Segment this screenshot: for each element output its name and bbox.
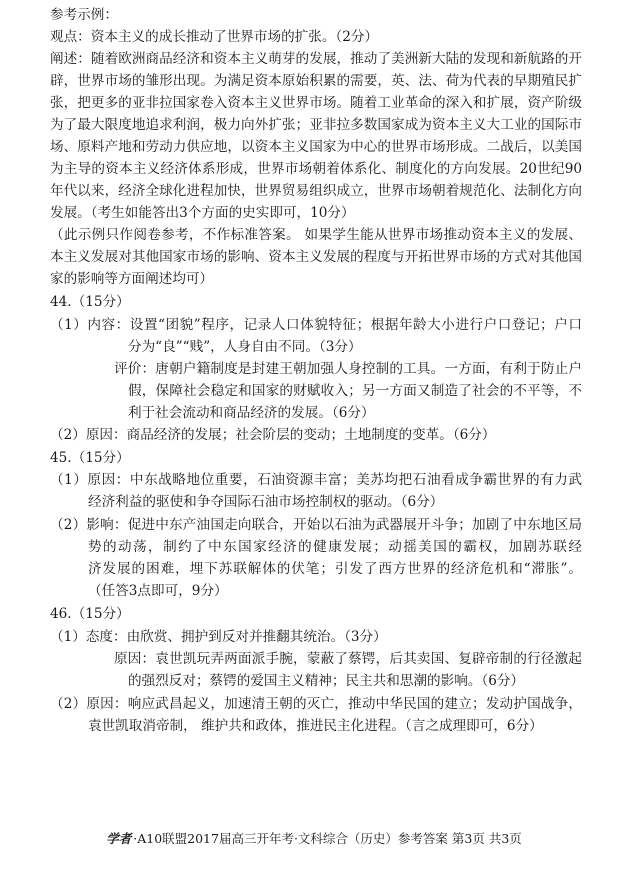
text-line: 阐述：随着欧洲商品经济和资本主义萌芽的发展，推动了美洲新大陆的发现和新航路的开 [50,51,582,67]
text-line: 原因：袁世凯玩弄两面派手腕，蒙蔽了蔡锷，后其卖国、复辟帝制的行径激起 [114,651,582,667]
text-line: 的强烈反对；蔡锷的爱国主义精神；民主共和思潮的影响。（6分） [128,673,525,689]
text-line: （1）内容：设置“团貌”程序，记录人口体貌特征；根据年龄大小进行户口登记；户口 [50,317,582,333]
text-line: （2）影响：促进中东产油国走向联合，开始以石油为武器展开斗争；加剧了中东地区局 [50,517,582,533]
text-line: 本主义发展对其他国家市场的影响、资本主义发展的程度与开拓世界市场的方式对其他国 [50,249,582,265]
text-line: （1）原因：中东战略地位重要，石油资源丰富；美苏均把石油看成争霸世界的有力武 [50,472,582,488]
text-line: 46.（15分） [50,606,130,622]
text-line: 家的影响等方面阐述均可） [50,271,214,287]
text-line: 分为“良”“贱”，人身自由不同。（3分） [128,339,362,355]
text-line: 参考示例： [50,7,118,23]
page-footer [0,830,628,848]
footer-text: ·A10联盟2017届高三开年考·文科综合（历史）参考答案 第3页 共3页 [133,831,522,846]
text-line: 张，把更多的亚非拉国家卷入资本主义世界市场。随着工业革命的深入和扩展，资产阶级 [50,95,582,111]
text-line: 观点：资本主义的成长推动了世界市场的扩张。（2分） [50,29,379,45]
text-line: 发展。（考生如能答出3个方面的史实即可，10分） [50,205,355,221]
text-line: 场、原料产地和劳动力供应地，以资本主义国家为中心的世界市场形成。二战后，以美国 [50,139,582,155]
text-line: 44.（15分） [50,294,130,310]
text-line: （2）原因：商品经济的发展；社会阶层的变动；土地制度的变革。（6分） [50,427,496,443]
text-line: 年代以来，经济全球化进程加快，世界贸易组织成立，世界市场朝着规范化、法制化方向 [50,183,582,199]
text-line: 假，保障社会稳定和国家的财赋收入；另一方面又制造了社会的不平等，不 [128,383,582,399]
text-line: 济发展的困难，埋下苏联解体的伏笔；引发了西方世界的经济危机和“滞胀”。 [88,561,582,577]
text-line: 为了最大限度地追求利润，极力向外扩张；亚非拉多数国家成为资本主义大工业的国际市 [50,117,582,133]
text-line: （任答3点即可，9分） [88,583,228,599]
text-line: 袁世凯取消帝制， 维护共和政体，推进民主化进程。（言之成理即可，6分） [88,718,543,734]
text-line: 利于社会流动和商品经济的发展。（6分） [128,405,375,421]
text-line: （2）原因：响应武昌起义，加速清王朝的灭亡，推动中华民国的建立；发动护国战争， [50,696,582,712]
text-line: 辟，世界市场的雏形出现。为满足资本原始积累的需要，英、法、荷为代表的早期殖民扩 [50,73,582,89]
text-line: （1）态度：由欣赏、拥护到反对并推翻其统治。（3分） [50,629,387,645]
text-line: 45.（15分） [50,450,130,466]
publisher-logo: 学者 [106,831,132,846]
text-line: （此示例只作阅卷参考，不作标准答案。 如果学生能从世界市场推动资本主义的发展、 [50,227,582,243]
text-line: 为主导的资本主义经济体系形成，世界市场朝着体系化、制度化的方向发展。20世纪90 [50,161,582,177]
text-line: 经济利益的驱使和争夺国际石油市场控制权的驱动。（6分） [88,494,444,510]
text-line: 评价：唐朝户籍制度是封建王朝加强人身控制的工具。一方面，有利于防止户 [114,361,582,377]
text-line: 势的动荡，制约了中东国家经济的健康发展；动摇美国的霸权，加剧苏联经 [88,539,582,555]
